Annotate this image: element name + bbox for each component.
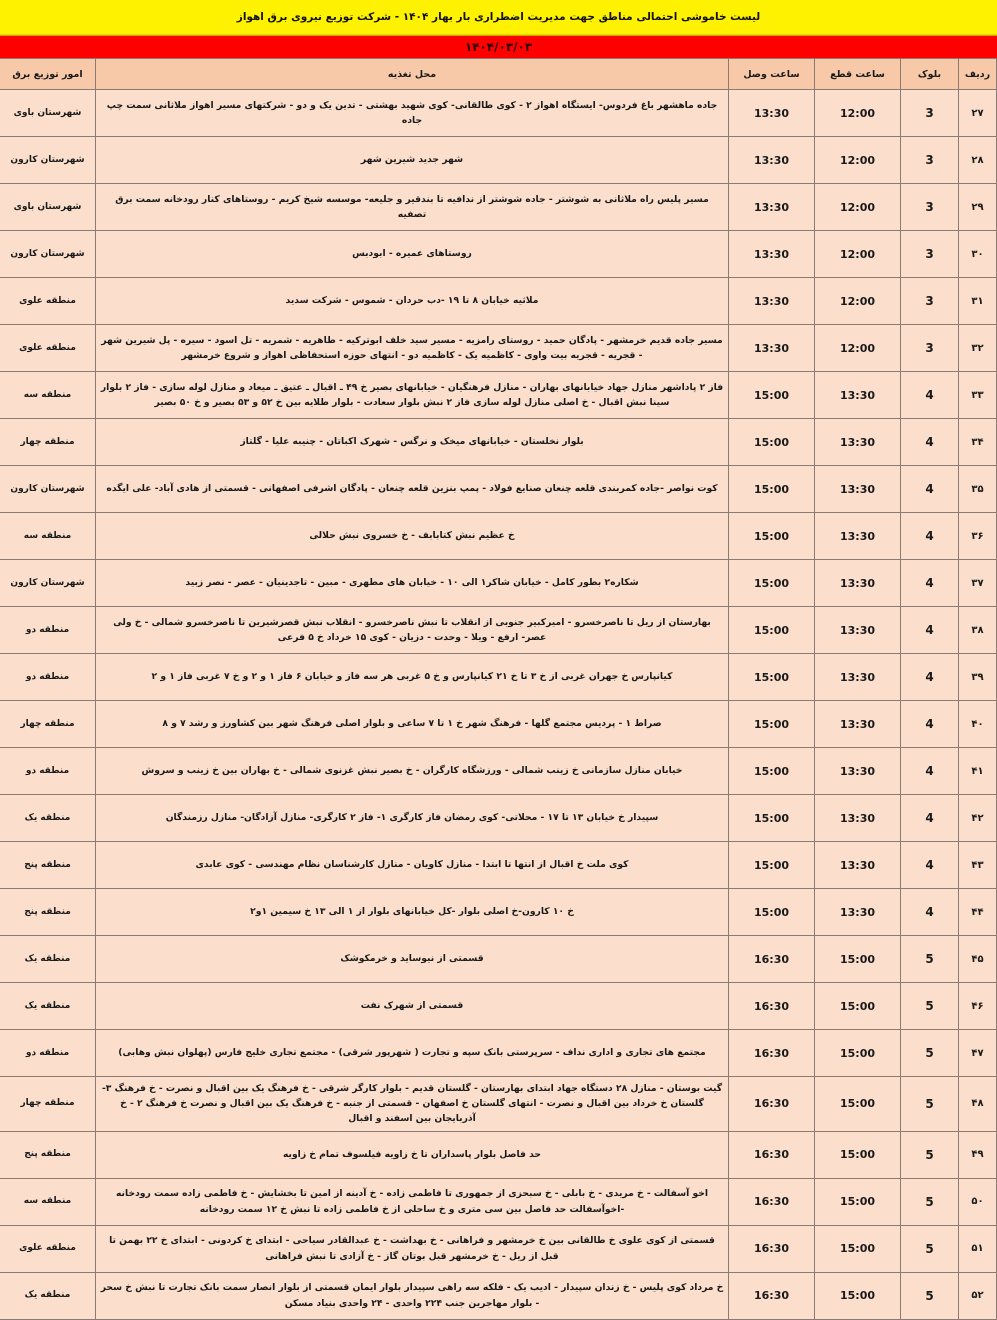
column-header-time-off: ساعت قطع (815, 59, 901, 90)
table-row (0, 1077, 997, 1132)
utility-area-cell: منطقه چهار (0, 701, 96, 748)
block-number-cell: 3 (901, 90, 959, 137)
row-number-cell: ۴۶ (959, 983, 997, 1030)
row-number-cell: ۳۸ (959, 607, 997, 654)
outage-time-cell: 12:00 (815, 231, 901, 278)
row-number-cell: ۳۶ (959, 513, 997, 560)
row-number-cell: ۴۴ (959, 889, 997, 936)
outage-time-cell: 12:00 (815, 278, 901, 325)
table-row (0, 184, 997, 231)
location-cell: ملاثیه خیابان ۸ تا ۱۹ -دب حردان - شموس - شرکت سدید (96, 278, 729, 325)
schedule-date: ۱۴۰۴/۰۳/۰۳ (464, 40, 533, 54)
utility-area-cell: منطقه دو (0, 748, 96, 795)
outage-time-cell: 13:30 (815, 419, 901, 466)
table-body (0, 90, 997, 1320)
block-number-cell: 5 (901, 1272, 959, 1319)
location-cell: قسمتی از نیوساید و خرمکوشک (96, 936, 729, 983)
restore-time-cell: 15:00 (729, 842, 815, 889)
utility-area-cell: منطقه پنج (0, 889, 96, 936)
table-row (0, 983, 997, 1030)
utility-area-cell: شهرستان باوی (0, 90, 96, 137)
row-number-cell: ۳۰ (959, 231, 997, 278)
restore-time-cell: 13:30 (729, 278, 815, 325)
block-number-cell: 5 (901, 983, 959, 1030)
restore-time-cell: 13:30 (729, 184, 815, 231)
location-cell: شکاره۲ بطور کامل - خیابان شاکر۱ الی ۱۰ - خیابان های مطهری - مبین - تاجدینیان - عصر - نصر زبید (96, 560, 729, 607)
outage-time-cell: 13:30 (815, 607, 901, 654)
utility-area-cell: منطقه سه (0, 513, 96, 560)
block-number-cell: 4 (901, 560, 959, 607)
location-cell: کوت نواصر -جاده کمربندی قلعه چنعان صنایع فولاد - پمپ بنزین قلعه چنعان - پادگان اشرفی اصفهانی - قسمتی از هادی آباد- علی ایگده (96, 466, 729, 513)
table-row (0, 1272, 997, 1319)
location-cell: کوی ملت خ اقبال از انتها تا ابتدا - منازل کاویان - منازل کارشناسان نظام مهندسی - کوی عابدی (96, 842, 729, 889)
table-row (0, 372, 997, 419)
table-row (0, 607, 997, 654)
block-number-cell: 4 (901, 466, 959, 513)
location-cell: جاده ماهشهر باغ فردوس- ایستگاه اهواز ۲ - کوی طالقانی- کوی شهید بهشتی - تدین یک و دو - شرکتهای مسیر اهواز ملاثانی سمت چپ جاده (96, 90, 729, 137)
row-number-cell: ۳۵ (959, 466, 997, 513)
block-number-cell: 4 (901, 372, 959, 419)
location-cell: صراط ۱ - پردیس مجتمع گلها - فرهنگ شهر خ ۱ تا ۷ ساعی و بلوار اصلی فرهنگ شهر بین کشاورز و رشد ۷ و ۸ (96, 701, 729, 748)
location-cell: سپیدار خ خیابان ۱۳ تا ۱۷ - محلاتی- کوی رمضان فاز کارگری ۱- فاز ۲ کارگری- منازل آزادگان- منازل رزمندگان (96, 795, 729, 842)
restore-time-cell: 13:30 (729, 137, 815, 184)
block-number-cell: 4 (901, 795, 959, 842)
outage-time-cell: 12:00 (815, 325, 901, 372)
utility-area-cell: منطقه سه (0, 372, 96, 419)
table-row (0, 560, 997, 607)
column-header-location: محل تغذیه (96, 59, 729, 90)
utility-area-cell: شهرستان کارون (0, 231, 96, 278)
restore-time-cell: 16:30 (729, 1225, 815, 1272)
row-number-cell: ۴۵ (959, 936, 997, 983)
block-number-cell: 4 (901, 889, 959, 936)
location-cell: فاز ۲ پاداشهر منازل جهاد خیابانهای بهاران - منازل فرهنگیان - خیابانهای بصیر خ ۴۹ ـ اقبال ـ عتیق ـ میعاد و منازل لوله سازی - فاز ۲ بلوار سینا نبش اقبال - خ اصلی منازل لوله سازی فاز ۲ نبش بلوار سعادت - بلوار طلایه بین خ ۵۲ و ۵۳ بصیر و خ ۵۰ بصیر (96, 372, 729, 419)
outage-time-cell: 13:30 (815, 654, 901, 701)
row-number-cell: ۴۲ (959, 795, 997, 842)
restore-time-cell: 16:30 (729, 1030, 815, 1077)
row-number-cell: ۲۷ (959, 90, 997, 137)
row-number-cell: ۴۸ (959, 1077, 997, 1132)
block-number-cell: 4 (901, 513, 959, 560)
restore-time-cell: 15:00 (729, 607, 815, 654)
location-cell: مسیر جاده قدیم خرمشهر - پادگان حمید - روستای رامزیه - مسیر سید خلف ابوترکیه - طاهریه - شمریه - تل اسود - سیره - پل شیرین شهر - قجریه - قجریه بیت واوی - کاظمیه یک - کاظمیه دو - انتهای حوزه استحفاظی اهواز و شروع خرمشهر (96, 325, 729, 372)
row-number-cell: ۲۸ (959, 137, 997, 184)
location-cell: خ مرداد کوی پلیس - خ زندان سپیدار - ادیب یک - فلکه سه راهی سپیدار بلوار ایمان قسمتی از بلوار انصار سمت بانک تجارت تا نبش خ سحر - بلوار مهاجرین جنب ۲۲۴ واحدی - ۲۴ واحدی بنیاد مسکن (96, 1272, 729, 1319)
row-number-cell: ۵۱ (959, 1225, 997, 1272)
table-row (0, 842, 997, 889)
utility-area-cell: منطقه پنج (0, 1131, 96, 1178)
table-row (0, 231, 997, 278)
table-row (0, 795, 997, 842)
outage-time-cell: 13:30 (815, 701, 901, 748)
utility-area-cell: منطقه دو (0, 607, 96, 654)
utility-area-cell: منطقه دو (0, 654, 96, 701)
row-number-cell: ۵۲ (959, 1272, 997, 1319)
table-row (0, 748, 997, 795)
outage-table (0, 58, 997, 1320)
table-row (0, 889, 997, 936)
table-row (0, 325, 997, 372)
restore-time-cell: 16:30 (729, 936, 815, 983)
table-row (0, 936, 997, 983)
row-number-cell: ۵۰ (959, 1178, 997, 1225)
restore-time-cell: 16:30 (729, 983, 815, 1030)
restore-time-cell: 13:30 (729, 231, 815, 278)
block-number-cell: 3 (901, 184, 959, 231)
page-title: لیست خاموشی احتمالی مناطق جهت مدیریت اضطراری بار بهار ۱۴۰۴ - شرکت توزیع نیروی برق اهواز (236, 11, 761, 23)
table-row (0, 278, 997, 325)
title-banner (0, 0, 997, 35)
restore-time-cell: 16:30 (729, 1131, 815, 1178)
outage-time-cell: 13:30 (815, 842, 901, 889)
utility-area-cell: منطقه علوی (0, 1225, 96, 1272)
block-number-cell: 4 (901, 842, 959, 889)
restore-time-cell: 15:00 (729, 560, 815, 607)
table-row (0, 90, 997, 137)
restore-time-cell: 15:00 (729, 795, 815, 842)
utility-area-cell: شهرستان باوی (0, 184, 96, 231)
utility-area-cell: منطقه علوی (0, 278, 96, 325)
utility-area-cell: منطقه چهار (0, 1077, 96, 1132)
outage-time-cell: 13:30 (815, 795, 901, 842)
block-number-cell: 5 (901, 936, 959, 983)
restore-time-cell: 16:30 (729, 1178, 815, 1225)
location-cell: کیانپارس خ جهران غربی از خ ۳ تا خ ۲۱ کیانپارس و خ ۵ غربی هر سه فاز و خیابان ۶ فاز ۱ و ۲ و خ ۷ غربی فاز ۱ و ۲ (96, 654, 729, 701)
location-cell: بلوار نخلستان - خیابانهای میخک و نرگس - شهرک اکباتان - چنیبه علیا - گلتاز (96, 419, 729, 466)
utility-area-cell: منطقه یک (0, 936, 96, 983)
restore-time-cell: 15:00 (729, 654, 815, 701)
column-header-utility: امور توزیع برق (0, 59, 96, 90)
outage-time-cell: 15:00 (815, 1030, 901, 1077)
table-row (0, 1225, 997, 1272)
outage-time-cell: 13:30 (815, 466, 901, 513)
block-number-cell: 4 (901, 654, 959, 701)
table-row (0, 466, 997, 513)
row-number-cell: ۳۹ (959, 654, 997, 701)
location-cell: قسمتی از کوی علوی خ طالقانی بین خ خرمشهر و فراهانی - خ بهداشت - خ عبدالقادر سیاحی - ابتدای خ کردونی - ابتدای خ ۲۲ بهمن تا قبل از ریل - خ خرمشهر قبل بوتان گاز - خ آزادی تا نبش فراهانی (96, 1225, 729, 1272)
location-cell: بهارستان از ریل تا ناصرخسرو - امیرکبیر جنوبی از انقلاب تا نبش ناصرخسرو - انقلاب نبش قصرشیرین تا ناصرخسرو شمالی - خ ولی عصر- ارفع - ویلا - وحدت - دزیان - کوی ۱۵ خرداد خ ۵ فرعی (96, 607, 729, 654)
block-number-cell: 5 (901, 1030, 959, 1077)
location-cell: مجتمع های تجاری و اداری نداف - سرپرستی بانک سپه و تجارت ( شهرپور شرقی) - مجتمع تجاری خلیج فارس (پهلوان نبش وهابی) (96, 1030, 729, 1077)
block-number-cell: 4 (901, 419, 959, 466)
restore-time-cell: 15:00 (729, 372, 815, 419)
outage-time-cell: 15:00 (815, 1178, 901, 1225)
block-number-cell: 5 (901, 1225, 959, 1272)
row-number-cell: ۳۲ (959, 325, 997, 372)
outage-time-cell: 13:30 (815, 513, 901, 560)
restore-time-cell: 15:00 (729, 889, 815, 936)
utility-area-cell: منطقه دو (0, 1030, 96, 1077)
row-number-cell: ۴۳ (959, 842, 997, 889)
block-number-cell: 3 (901, 137, 959, 184)
outage-time-cell: 15:00 (815, 1225, 901, 1272)
location-cell: قسمتی از شهرک نفت (96, 983, 729, 1030)
restore-time-cell: 16:30 (729, 1077, 815, 1132)
row-number-cell: ۲۹ (959, 184, 997, 231)
table-row (0, 137, 997, 184)
block-number-cell: 3 (901, 231, 959, 278)
column-header-block: بلوک (901, 59, 959, 90)
block-number-cell: 4 (901, 701, 959, 748)
row-number-cell: ۴۹ (959, 1131, 997, 1178)
date-banner (0, 35, 997, 58)
location-cell: خ ۱۰ کارون-خ اصلی بلوار -کل خیابانهای بلوار از ۱ الی ۱۳ خ سیمین ۱و۲ (96, 889, 729, 936)
location-cell: خیابان منازل سازمانی خ زینب شمالی - ورزشگاه کارگران - خ بصیر نبش غزنوی شمالی - خ بهاران بین خ زینب و سروش (96, 748, 729, 795)
block-number-cell: 5 (901, 1178, 959, 1225)
location-cell: حد فاصل بلوار پاسداران تا خ زاویه فیلسوف تمام خ زاویه (96, 1131, 729, 1178)
location-cell: روستاهای عمیره - ابودبس (96, 231, 729, 278)
utility-area-cell: منطقه علوی (0, 325, 96, 372)
outage-time-cell: 12:00 (815, 184, 901, 231)
location-cell: مسیر پلیس راه ملاثانی به شوشتر - جاده شوشتر از ندافیه تا بندقیر و جلیعه- موسسه شیخ کریم - روستاهای کنار رودخانه سمت برق تصفیه (96, 184, 729, 231)
outage-time-cell: 13:30 (815, 889, 901, 936)
table-row (0, 513, 997, 560)
restore-time-cell: 13:30 (729, 90, 815, 137)
table-row (0, 1178, 997, 1225)
block-number-cell: 3 (901, 278, 959, 325)
location-cell: اخو آسفالت - خ مریدی - خ بابلی - خ سبحزی از جمهوری تا فاطمی زاده - خ آدینه از امین تا بخشایش - خ فاطمی زاده سمت رودخانه -اخوآسفالت حد فاصل بین سی متری و خ ساحلی از خ فاطمی زاده تا نبش خ ۱۲ سمت رودخانه (96, 1178, 729, 1225)
row-number-cell: ۳۳ (959, 372, 997, 419)
block-number-cell: 5 (901, 1077, 959, 1132)
row-number-cell: ۴۰ (959, 701, 997, 748)
outage-time-cell: 13:30 (815, 372, 901, 419)
row-number-cell: ۳۴ (959, 419, 997, 466)
restore-time-cell: 13:30 (729, 325, 815, 372)
utility-area-cell: منطقه پنج (0, 842, 96, 889)
block-number-cell: 3 (901, 325, 959, 372)
row-number-cell: ۴۱ (959, 748, 997, 795)
row-number-cell: ۳۱ (959, 278, 997, 325)
location-cell: شهر جدید شیرین شهر (96, 137, 729, 184)
table-row (0, 654, 997, 701)
utility-area-cell: شهرستان کارون (0, 466, 96, 513)
outage-time-cell: 13:30 (815, 560, 901, 607)
location-cell: گیت بوستان - منازل ۲۸ دستگاه جهاد ابتدای بهارستان - گلستان قدیم - بلوار کارگر شرقی - خ فرهنگ یک بین اقبال و نصرت - خ فرهنگ ۳- گلستان خ خرداد بین اقبال و نصرت - انتهای گلستان خ اصفهان - قسمتی از جنبه - خ فرهنگ یک بین اقبال و نصرت خ فرهنگ ۲ - خ آذربایجان بین اسفند و اقبال (96, 1077, 729, 1132)
restore-time-cell: 15:00 (729, 419, 815, 466)
restore-time-cell: 15:00 (729, 701, 815, 748)
outage-time-cell: 15:00 (815, 1131, 901, 1178)
outage-time-cell: 15:00 (815, 936, 901, 983)
outage-time-cell: 13:30 (815, 748, 901, 795)
restore-time-cell: 15:00 (729, 748, 815, 795)
outage-time-cell: 12:00 (815, 90, 901, 137)
restore-time-cell: 16:30 (729, 1272, 815, 1319)
utility-area-cell: منطقه سه (0, 1178, 96, 1225)
table-row (0, 419, 997, 466)
restore-time-cell: 15:00 (729, 466, 815, 513)
table-header-row (0, 59, 997, 90)
restore-time-cell: 15:00 (729, 513, 815, 560)
location-cell: خ عظیم نبش کتابابف - خ خسروی نبش حلالی (96, 513, 729, 560)
utility-area-cell: شهرستان کارون (0, 560, 96, 607)
block-number-cell: 5 (901, 1131, 959, 1178)
outage-time-cell: 15:00 (815, 983, 901, 1030)
outage-time-cell: 12:00 (815, 137, 901, 184)
table-row (0, 1131, 997, 1178)
block-number-cell: 4 (901, 607, 959, 654)
outage-time-cell: 15:00 (815, 1272, 901, 1319)
utility-area-cell: منطقه یک (0, 983, 96, 1030)
table-row (0, 1030, 997, 1077)
row-number-cell: ۳۷ (959, 560, 997, 607)
utility-area-cell: منطقه چهار (0, 419, 96, 466)
column-header-radif: ردیف (959, 59, 997, 90)
utility-area-cell: منطقه یک (0, 795, 96, 842)
block-number-cell: 4 (901, 748, 959, 795)
utility-area-cell: منطقه یک (0, 1272, 96, 1319)
column-header-time-on: ساعت وصل (729, 59, 815, 90)
outage-time-cell: 15:00 (815, 1077, 901, 1132)
utility-area-cell: شهرستان کارون (0, 137, 96, 184)
row-number-cell: ۴۷ (959, 1030, 997, 1077)
table-row (0, 701, 997, 748)
